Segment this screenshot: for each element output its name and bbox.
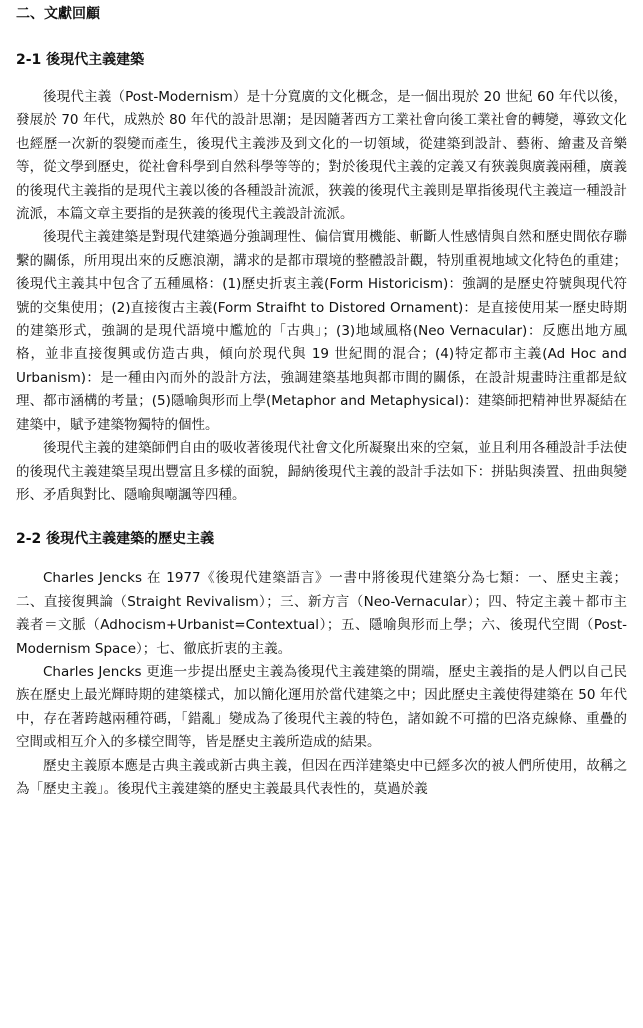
paragraph: 歷史主義原本應是古典主義或新古典主義，但因在西洋建築史中已經多次的被人們所使用，故稱之為「歷史主義」。後現代主義建築的歷史主義最具代表性的，莫過於義 — [16, 757, 627, 797]
section-title: 2-2 後現代主義建築的歷史主義 — [16, 531, 215, 548]
paragraph: Charles Jencks 更進一步提出歷史主義為後現代主義建築的開端，歷史主義指的是人們以自己民族在歷史上最光輝時期的建築樣式，加以簡化運用於當代建築之中；因此歷史主義使得建築在 50 年代中，存在著跨越兩種符碼，「錯亂」變成為了後現代主義的特色，諸如銳不可擋的巴洛克線條、重疊的空間或相互介入的多樣空間等，皆是歷史主義所造成的結果。 — [16, 663, 627, 751]
paragraph: 後現代主義的建築師們自由的吸收著後現代社會文化所凝聚出來的空氣，並且利用各種設計手法使的後現代主義建築呈現出豐富且多樣的面貌，歸納後現代主義的設計手法如下：拼貼與湊置、扭曲與變形、矛盾與對比、隱喻與嘲諷等四種。 — [16, 440, 627, 503]
section-title: 2-1 後現代主義建築 — [16, 52, 145, 68]
chapter-title: 二、文獻回顧 — [16, 6, 100, 22]
paragraph: Charles Jencks 在 1977《後現代建築語言》一書中將後現代建築分為七類：一、歷史主義；二、直接復興論（Straight Revivalism）；三、新方言（Neo-Vernacular）；四、特定主義＋都市主義者＝文脈（Adhocism+Urbanist=Contextual）；五、隱喻與形而上學；六、後現代空間（Post-Modernism Space）；七、徹底折衷的主義。 — [16, 570, 627, 657]
section-2-2 — [16, 529, 627, 801]
document-page — [0, 4, 643, 1028]
paragraph: 後現代主義（Post-Modernism）是十分寬廣的文化概念，是一個出現於 20 世紀 60 年代以後，發展於 70 年代，成熟於 80 年代的設計思潮；是因隨著西方工業社會向後工業社會的轉變，導致文化也經歷一次新的裂變而產生，後現代主義涉及到文化的一切領域，從建築到設計、藝術、繪畫及音樂等，從文學到歷史，從社會科學到自然科學等等的；對於後現代主義的定義又有狹義與廣義兩種，廣義的後現代主義指的是現代主義以後的各種設計流派，狹義的後現代主義則是單指後現代主義這一種設計流派，本篇文章主要指的是狹義的後現代主義設計流派。 — [16, 89, 627, 223]
section-2-1 — [16, 50, 627, 507]
paragraph: 後現代主義建築是對現代建築過分強調理性、偏信實用機能、斬斷人性感情與自然和歷史間依存聯繫的關係，所用現出來的反應浪潮，講求的是都市環境的整體設計觀，特別重視地域文化特色的重建；後現代主義其中包含了五種風格：(1)歷史折衷主義(Form Historicism)：強調的是歷史符號與現代符號的交集使用；(2)直接復古主義(Form Straifht to Distored Ornament)：是直接使用某一歷史時期的建築形式，強調的是現代語境中尷尬的「古典」；(3)地域風格(Neo Vernacular)：反應出地方風格，並非直接復興或仿造古典，傾向於現代與 19 世紀間的混合；(4)特定都市主義(Ad Hoc and Urbanism)：是一種由內而外的設計方法，強調建築基地與都市間的關係，在設計規畫時注重都是紋理、都市涵構的考量；(5)隱喻與形而上學(Metaphor and Metaphysical)：建築師把精神世界凝結在建築中，賦予建築物獨特的個性。 — [16, 229, 627, 433]
